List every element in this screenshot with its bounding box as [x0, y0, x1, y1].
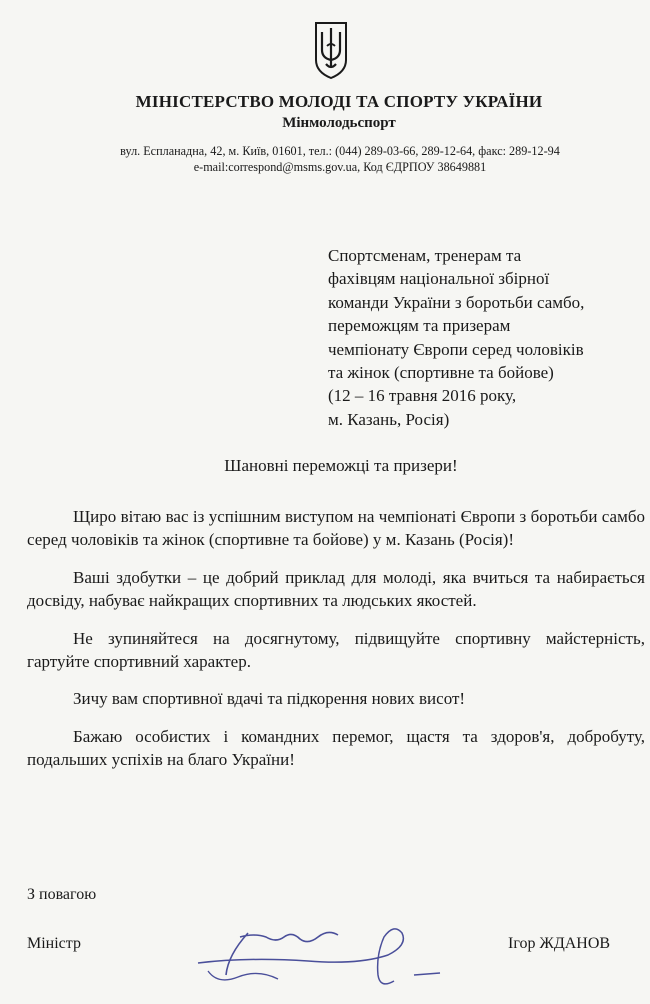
handwritten-signature: [188, 915, 448, 997]
addressee-line: та жінок (спортивне та бойове): [328, 363, 554, 383]
body-paragraph: Не зупиняйтеся на досягнутому, підвищуйте спортивну майстерність, гартуйте спортивний характер.: [27, 628, 645, 672]
ministry-name: МІНІСТЕРСТВО МОЛОДІ ТА СПОРТУ УКРАЇНИ: [135, 92, 543, 111]
signer-position: Міністр: [27, 935, 81, 952]
addressee-line: фахівцям національної збірної: [328, 269, 550, 289]
letter-body: [27, 505, 645, 786]
addressee-line: команди України з боротьби самбо,: [328, 292, 585, 312]
ministry-short-name: Мінмолодьспорт: [282, 115, 396, 131]
body-paragraph: Бажаю особистих і командних перемог, щастя та здоров'я, добробуту, подальших успіхів на благо України!: [27, 726, 645, 770]
trident-emblem-icon: [313, 20, 349, 80]
signer-name: Ігор ЖДАНОВ: [508, 935, 611, 952]
addressee-line: (12 – 16 травня 2016 року,: [328, 386, 517, 406]
letterhead: [0, 92, 650, 175]
address-line: вул. Еспланадна, 42, м. Київ, 01601, тел.: (044) 289-03-66, 289-12-64, факс: 289-12-94: [120, 144, 560, 158]
contact-details: [30, 143, 650, 175]
addressee-line: Спортсменам, тренерам та: [328, 246, 522, 265]
salutation: Шановні переможці та призери!: [224, 456, 458, 475]
addressee-block: [328, 244, 638, 431]
body-paragraph: Щиро вітаю вас із успішним виступом на чемпіонаті Європи з боротьби самбо серед чоловіків та жінок (спортивне та бойове) у м. Казань (Росія)!: [27, 507, 645, 550]
body-paragraph: Ваші здобутки – це добрий приклад для молоді, яка вчиться та набирається досвіду, набуває найкращих спортивних та людських якостей.: [27, 567, 645, 611]
body-paragraph: Зичу вам спортивної вдачі та підкорення нових висот!: [73, 689, 466, 709]
addressee-line: м. Казань, Росія): [328, 409, 450, 429]
addressee-line: чемпіонату Європи серед чоловіків: [328, 339, 584, 359]
addressee-line: переможцям та призерам: [328, 316, 511, 336]
closing-phrase: З повагою: [27, 886, 97, 903]
email-line: e-mail:correspond@msms.gov.ua, Код ЄДРПОУ 38649881: [193, 160, 487, 174]
